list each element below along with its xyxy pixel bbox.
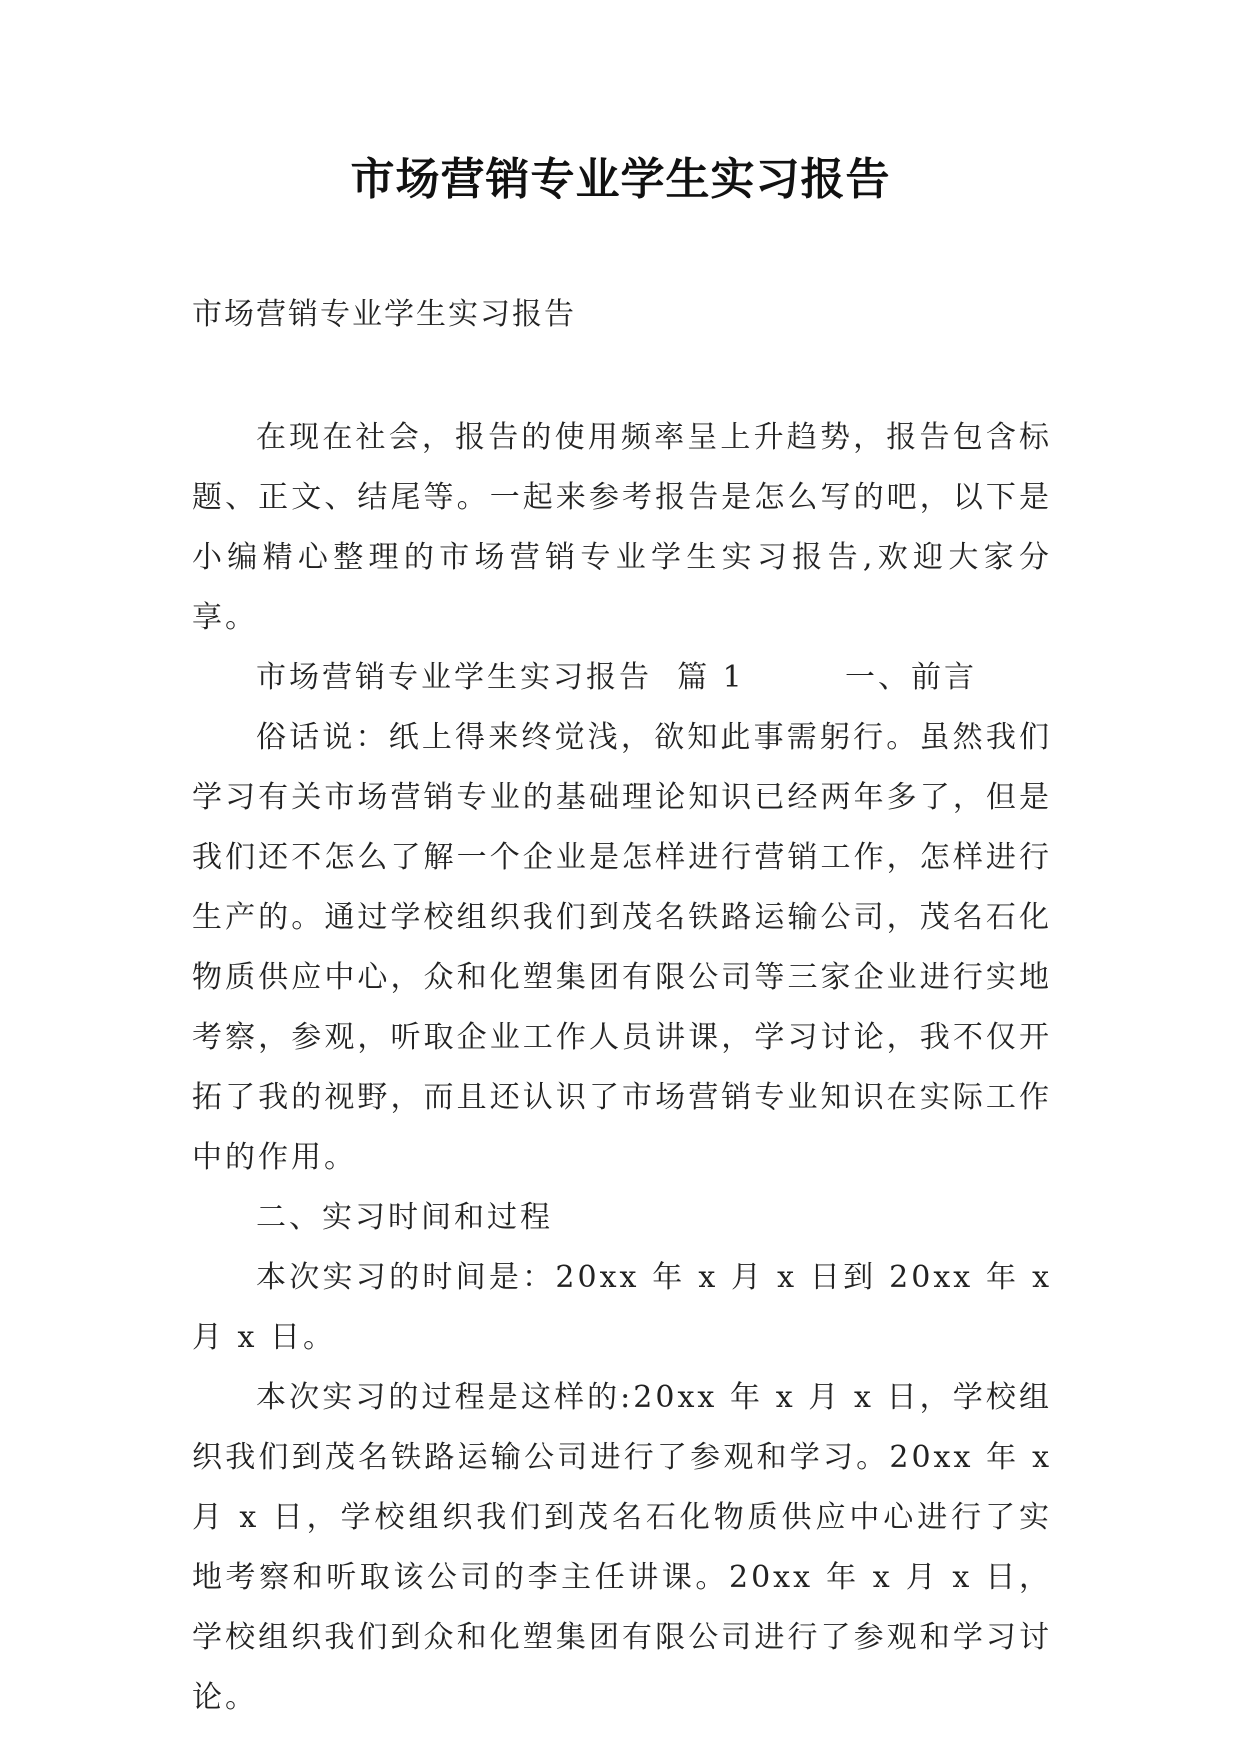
paragraph-heading-time-process: 二、实习时间和过程 [256,1200,553,1235]
paragraph-intro: 在现在社会，报告的使用频率呈上升趋势，报告包含标题、正文、结尾等。一起来参考报告是怎么写的吧，以下是小编精心整理的市场营销专业学生实习报告,欢迎大家分享。 [192,420,1052,635]
document-subtitle: 市场营销专业学生实习报告 [192,297,576,332]
document-body [192,408,1052,1728]
paragraph-preface: 俗话说：纸上得来终觉浅，欲知此事需躬行。虽然我们学习有关市场营销专业的基础理论知识已经两年多了，但是我们还不怎么了解一个企业是怎样进行营销工作，怎样进行生产的。通过学校组织我们到茂名铁路运输公司，茂名石化物质供应中心，众和化塑集团有限公司等三家企业进行实地考察，参观，听取企业工作人员讲课，学习讨论，我不仅开拓了我的视野，而且还认识了市场营销专业知识在实际工作中的作用。 [192,720,1052,1175]
paragraph-section-heading: 市场营销专业学生实习报告 篇 1 一、前言 [256,660,977,695]
document-title: 市场营销专业学生实习报告 [350,154,891,205]
paragraph-internship-process: 本次实习的过程是这样的:20xx 年 x 月 x 日，学校组织我们到茂名铁路运输公司进行了参观和学习。20xx 年 x 月 x 日，学校组织我们到茂名石化物质供应中心进行了实地考察和听取该公司的李主任讲课。20xx 年 x 月 x 日，学校组织我们到众和化塑集团有限公司进行了参观和学习讨论。 [192,1380,1052,1715]
paragraph-internship-time: 本次实习的时间是：20xx 年 x 月 x 日到 20xx 年 x 月 x 日。 [192,1260,1052,1355]
